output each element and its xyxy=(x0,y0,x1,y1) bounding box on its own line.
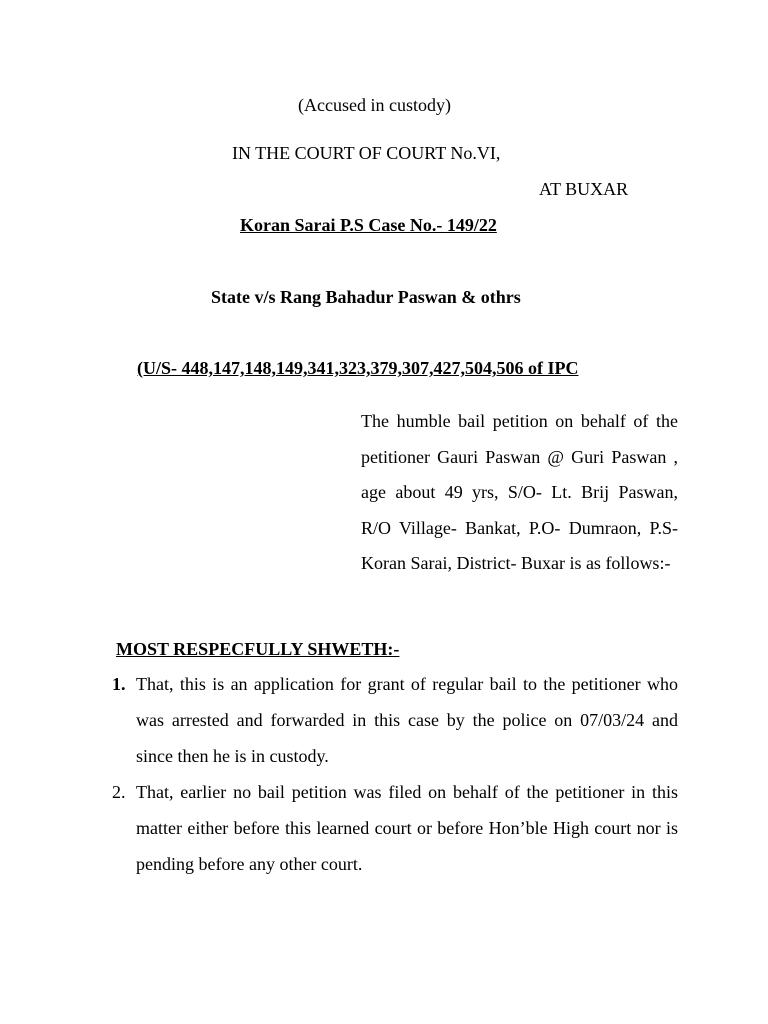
petition-intro: The humble bail petition on behalf of the petitioner Gauri Paswan @ Guri Paswan , age about 49 yrs, S/O- Lt. Brij Paswan, R/O Village- Bankat, P.O- Dumraon, P.S- Koran Sarai, District- Buxar is as follows:- xyxy=(361,411,678,574)
list-item xyxy=(110,774,678,882)
court-title: IN THE COURT OF COURT No.VI, xyxy=(232,143,501,163)
case-number: Koran Sarai P.S Case No.- 149/22 xyxy=(240,215,497,235)
list-item-number: 2. xyxy=(112,782,126,802)
section-heading: MOST RESPECFULLY SHWETH:- xyxy=(116,639,400,659)
list-item xyxy=(110,666,678,774)
list-item-text: That, earlier no bail petition was filed on behalf of the petitioner in this matter either before this learned court or before Hon’ble High court nor is pending before any other court. xyxy=(136,782,678,874)
list-item-number: 1. xyxy=(112,674,126,694)
ipc-sections: (U/S- 448,147,148,149,341,323,379,307,427,504,506 of IPC xyxy=(137,358,579,378)
list-item-text: That, this is an application for grant of regular bail to the petitioner who was arrested and forwarded in this case by the police on 07/03/24 and since then he is in custody. xyxy=(136,674,678,766)
court-location: AT BUXAR xyxy=(539,179,629,199)
custody-note: (Accused in custody) xyxy=(298,95,451,115)
numbered-list xyxy=(110,666,678,882)
case-parties: State v/s Rang Bahadur Paswan & othrs xyxy=(211,287,521,307)
